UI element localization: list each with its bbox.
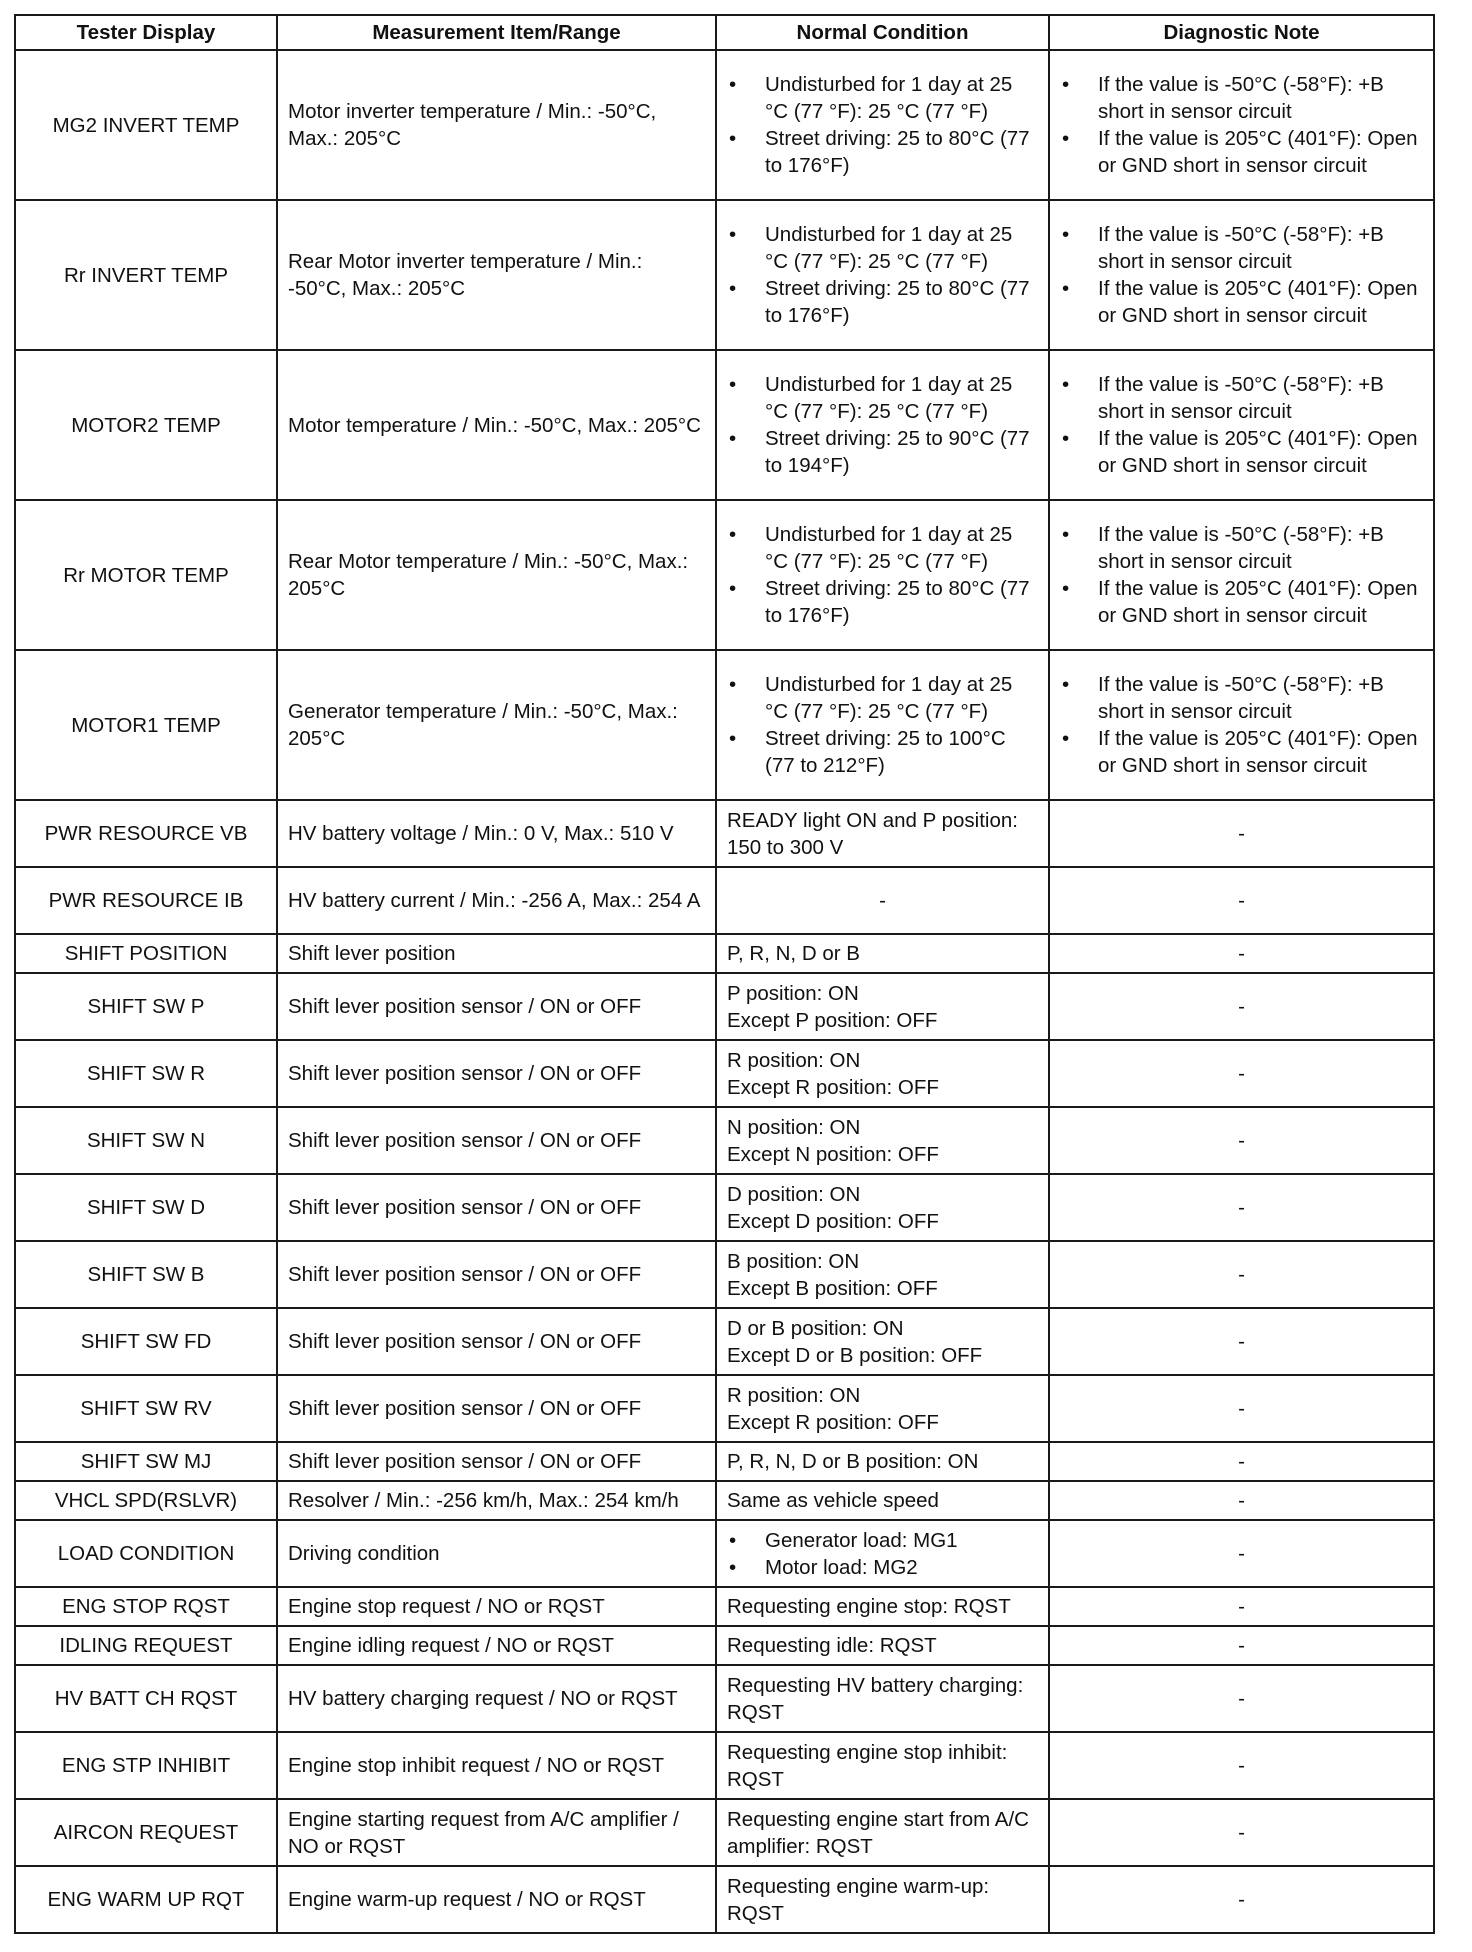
tester-display-cell: MG2 INVERT TEMP — [15, 50, 277, 200]
diagnostic-note-cell: - — [1049, 1375, 1434, 1442]
bullet-item: • If the value is 205°C (401°F): Open or GND short in sensor circuit — [1060, 725, 1423, 779]
table-row — [15, 1308, 1434, 1375]
bullet-item: • If the value is -50°C (-58°F): +B short in sensor circuit — [1060, 221, 1423, 275]
diagnostic-note-cell: - — [1049, 800, 1434, 867]
table-body — [15, 50, 1434, 1933]
normal-condition-cell — [716, 1442, 1049, 1481]
header-measurement-item: Measurement Item/Range — [277, 15, 716, 50]
header-normal-condition: Normal Condition — [716, 15, 1049, 50]
normal-condition-cell — [716, 1587, 1049, 1626]
diagnostic-note-cell: - — [1049, 1107, 1434, 1174]
normal-condition-cell — [716, 1107, 1049, 1174]
tester-display-cell: SHIFT SW D — [15, 1174, 277, 1241]
measurement-cell: Generator temperature / Min.: -50°C, Max.: 205°C — [277, 650, 716, 800]
normal-condition-cell — [716, 1308, 1049, 1375]
normal-condition-line: D or B position: ON — [727, 1316, 904, 1340]
tester-display-cell: SHIFT SW FD — [15, 1308, 277, 1375]
normal-condition-line: READY light ON and P position: 150 to 300 V — [727, 808, 1018, 859]
table-row — [15, 867, 1434, 934]
measurement-cell: Engine idling request / NO or RQST — [277, 1626, 716, 1665]
measurement-cell: HV battery charging request / NO or RQST — [277, 1665, 716, 1732]
measurement-cell: HV battery current / Min.: -256 A, Max.: 254 A — [277, 867, 716, 934]
bullet-item: • If the value is -50°C (-58°F): +B short in sensor circuit — [1060, 371, 1423, 425]
table-row — [15, 1866, 1434, 1933]
normal-condition-line: Requesting idle: RQST — [727, 1634, 937, 1657]
tester-display-cell: PWR RESOURCE IB — [15, 867, 277, 934]
measurement-cell: Engine starting request from A/C amplifier / NO or RQST — [277, 1799, 716, 1866]
bullet-item: • If the value is 205°C (401°F): Open or GND short in sensor circuit — [1060, 575, 1423, 629]
diagnostic-note-cell — [1049, 500, 1434, 650]
normal-condition-list — [727, 71, 1038, 179]
bullet-item: • Undisturbed for 1 day at 25 °C (77 °F): 25 °C (77 °F) — [727, 221, 1038, 275]
diagnostic-note-cell: - — [1049, 1626, 1434, 1665]
tester-display-cell: SHIFT SW RV — [15, 1375, 277, 1442]
tester-display-cell: Rr INVERT TEMP — [15, 200, 277, 350]
measurement-cell: Shift lever position sensor / ON or OFF — [277, 1308, 716, 1375]
measurement-cell: HV battery voltage / Min.: 0 V, Max.: 510 V — [277, 800, 716, 867]
normal-condition-cell — [716, 973, 1049, 1040]
measurement-cell: Driving condition — [277, 1520, 716, 1587]
normal-condition-list — [727, 521, 1038, 629]
normal-condition-line: P, R, N, D or B — [727, 942, 860, 965]
normal-condition-cell — [716, 200, 1049, 350]
normal-condition-line: Requesting HV battery charging: RQST — [727, 1673, 1024, 1724]
normal-condition-line: Requesting engine stop: RQST — [727, 1595, 1011, 1618]
normal-condition-cell — [716, 1040, 1049, 1107]
diagnostic-note-cell — [1049, 50, 1434, 200]
table-row — [15, 800, 1434, 867]
table-row — [15, 500, 1434, 650]
tester-display-cell: SHIFT SW MJ — [15, 1442, 277, 1481]
diagnostic-note-cell: - — [1049, 1308, 1434, 1375]
normal-condition-cell — [716, 934, 1049, 973]
header-tester-display: Tester Display — [15, 15, 277, 50]
table-row — [15, 1241, 1434, 1308]
bullet-item: • If the value is -50°C (-58°F): +B short in sensor circuit — [1060, 521, 1423, 575]
table-row — [15, 1520, 1434, 1587]
tester-display-cell: SHIFT SW R — [15, 1040, 277, 1107]
table-row — [15, 1375, 1434, 1442]
measurement-cell: Shift lever position sensor / ON or OFF — [277, 1241, 716, 1308]
table-row — [15, 50, 1434, 200]
bullet-item: • Street driving: 25 to 90°C (77 to 194°F) — [727, 425, 1038, 479]
measurement-cell: Shift lever position sensor / ON or OFF — [277, 1107, 716, 1174]
table-row — [15, 1626, 1434, 1665]
tester-display-cell: HV BATT CH RQST — [15, 1665, 277, 1732]
diagnostic-note-cell: - — [1049, 1866, 1434, 1933]
measurement-cell: Engine stop request / NO or RQST — [277, 1587, 716, 1626]
tester-display-cell: ENG WARM UP RQT — [15, 1866, 277, 1933]
data-list-table — [14, 14, 1435, 1934]
normal-condition-cell — [716, 1799, 1049, 1866]
normal-condition-line: Except R position: OFF — [727, 1410, 939, 1434]
diagnostic-note-list — [1060, 521, 1423, 629]
diagnostic-note-cell: - — [1049, 867, 1434, 934]
diagnostic-note-cell: - — [1049, 1241, 1434, 1308]
diagnostic-note-cell: - — [1049, 1442, 1434, 1481]
tester-display-cell: VHCL SPD(RSLVR) — [15, 1481, 277, 1520]
normal-condition-list — [727, 221, 1038, 329]
measurement-cell: Rear Motor temperature / Min.: -50°C, Max.: 205°C — [277, 500, 716, 650]
normal-condition-line: P, R, N, D or B position: ON — [727, 1450, 979, 1473]
normal-condition-line: R position: ON — [727, 1048, 861, 1072]
normal-condition-cell: - — [716, 867, 1049, 934]
tester-display-cell: IDLING REQUEST — [15, 1626, 277, 1665]
bullet-item: • Undisturbed for 1 day at 25 °C (77 °F): 25 °C (77 °F) — [727, 71, 1038, 125]
normal-condition-line: Except B position: OFF — [727, 1276, 938, 1300]
measurement-cell: Motor temperature / Min.: -50°C, Max.: 205°C — [277, 350, 716, 500]
tester-display-cell: AIRCON REQUEST — [15, 1799, 277, 1866]
normal-condition-line: Requesting engine stop inhibit: RQST — [727, 1740, 1008, 1791]
diagnostic-note-cell: - — [1049, 1587, 1434, 1626]
diagnostic-note-cell: - — [1049, 1040, 1434, 1107]
measurement-cell: Shift lever position sensor / ON or OFF — [277, 1442, 716, 1481]
normal-condition-cell — [716, 1732, 1049, 1799]
diagnostic-note-cell: - — [1049, 1665, 1434, 1732]
normal-condition-line: R position: ON — [727, 1383, 861, 1407]
table-row — [15, 1799, 1434, 1866]
normal-condition-cell — [716, 1665, 1049, 1732]
table-row — [15, 1174, 1434, 1241]
measurement-cell: Rear Motor inverter temperature / Min.: -50°C, Max.: 205°C — [277, 200, 716, 350]
bullet-item: • Undisturbed for 1 day at 25 °C (77 °F): 25 °C (77 °F) — [727, 371, 1038, 425]
normal-condition-cell — [716, 500, 1049, 650]
diagnostic-note-list — [1060, 71, 1423, 179]
table-row — [15, 973, 1434, 1040]
header-diagnostic-note: Diagnostic Note — [1049, 15, 1434, 50]
diagnostic-note-cell — [1049, 350, 1434, 500]
normal-condition-cell — [716, 1626, 1049, 1665]
table-row — [15, 350, 1434, 500]
diagnostic-note-cell: - — [1049, 1174, 1434, 1241]
normal-condition-line: P position: ON — [727, 981, 859, 1005]
bullet-item: • Street driving: 25 to 80°C (77 to 176°F) — [727, 275, 1038, 329]
normal-condition-cell — [716, 1866, 1049, 1933]
tester-display-cell: ENG STOP RQST — [15, 1587, 277, 1626]
tester-display-cell: Rr MOTOR TEMP — [15, 500, 277, 650]
table-row — [15, 1442, 1434, 1481]
tester-display-cell: MOTOR1 TEMP — [15, 650, 277, 800]
table-row — [15, 200, 1434, 350]
measurement-cell: Shift lever position sensor / ON or OFF — [277, 1174, 716, 1241]
table-row — [15, 1665, 1434, 1732]
normal-condition-line: Except D or B position: OFF — [727, 1343, 983, 1367]
measurement-cell: Shift lever position sensor / ON or OFF — [277, 1375, 716, 1442]
measurement-cell: Shift lever position sensor / ON or OFF — [277, 1040, 716, 1107]
normal-condition-line: Same as vehicle speed — [727, 1489, 939, 1512]
measurement-cell: Shift lever position sensor / ON or OFF — [277, 973, 716, 1040]
normal-condition-line: Except N position: OFF — [727, 1142, 939, 1166]
bullet-item: • Motor load: MG2 — [727, 1554, 1038, 1581]
table-row — [15, 1732, 1434, 1799]
tester-display-cell: SHIFT POSITION — [15, 934, 277, 973]
table-row — [15, 1587, 1434, 1626]
bullet-item: • If the value is -50°C (-58°F): +B short in sensor circuit — [1060, 671, 1423, 725]
tester-display-cell: LOAD CONDITION — [15, 1520, 277, 1587]
measurement-cell: Engine warm-up request / NO or RQST — [277, 1866, 716, 1933]
table-row — [15, 934, 1434, 973]
bullet-item: • Undisturbed for 1 day at 25 °C (77 °F): 25 °C (77 °F) — [727, 671, 1038, 725]
diagnostic-note-list — [1060, 671, 1423, 779]
normal-condition-cell — [716, 1375, 1049, 1442]
tester-display-cell: SHIFT SW P — [15, 973, 277, 1040]
measurement-cell: Engine stop inhibit request / NO or RQST — [277, 1732, 716, 1799]
diagnostic-note-cell: - — [1049, 973, 1434, 1040]
normal-condition-line: Except R position: OFF — [727, 1075, 939, 1099]
diagnostic-note-cell: - — [1049, 1481, 1434, 1520]
bullet-item: • If the value is -50°C (-58°F): +B short in sensor circuit — [1060, 71, 1423, 125]
tester-display-cell: ENG STP INHIBIT — [15, 1732, 277, 1799]
bullet-item: • Undisturbed for 1 day at 25 °C (77 °F): 25 °C (77 °F) — [727, 521, 1038, 575]
normal-condition-line: Except D position: OFF — [727, 1209, 939, 1233]
diagnostic-note-list — [1060, 221, 1423, 329]
normal-condition-cell — [716, 50, 1049, 200]
diagnostic-note-cell: - — [1049, 1732, 1434, 1799]
measurement-cell: Shift lever position — [277, 934, 716, 973]
normal-condition-line: Requesting engine warm-up: RQST — [727, 1874, 990, 1925]
normal-condition-line: Requesting engine start from A/C amplifier: RQST — [727, 1807, 1029, 1858]
normal-condition-list — [727, 671, 1038, 779]
bullet-item: • Generator load: MG1 — [727, 1527, 1038, 1554]
measurement-cell: Resolver / Min.: -256 km/h, Max.: 254 km/h — [277, 1481, 716, 1520]
table-row — [15, 1107, 1434, 1174]
bullet-item: • If the value is 205°C (401°F): Open or GND short in sensor circuit — [1060, 275, 1423, 329]
bullet-item: • Street driving: 25 to 80°C (77 to 176°F) — [727, 575, 1038, 629]
diagnostic-note-cell: - — [1049, 934, 1434, 973]
normal-condition-line: B position: ON — [727, 1249, 860, 1273]
diagnostic-note-cell — [1049, 650, 1434, 800]
bullet-item: • If the value is 205°C (401°F): Open or GND short in sensor circuit — [1060, 125, 1423, 179]
diagnostic-note-cell: - — [1049, 1799, 1434, 1866]
normal-condition-line: N position: ON — [727, 1115, 861, 1139]
tester-display-cell: SHIFT SW B — [15, 1241, 277, 1308]
normal-condition-cell — [716, 1481, 1049, 1520]
normal-condition-cell — [716, 350, 1049, 500]
table-row — [15, 1481, 1434, 1520]
normal-condition-line: Except P position: OFF — [727, 1008, 938, 1032]
normal-condition-cell — [716, 800, 1049, 867]
normal-condition-cell — [716, 1520, 1049, 1587]
tester-display-cell: PWR RESOURCE VB — [15, 800, 277, 867]
diagnostic-note-cell: - — [1049, 1520, 1434, 1587]
tester-display-cell: MOTOR2 TEMP — [15, 350, 277, 500]
normal-condition-cell — [716, 1174, 1049, 1241]
tester-display-cell: SHIFT SW N — [15, 1107, 277, 1174]
header-row — [15, 15, 1434, 50]
normal-condition-line: D position: ON — [727, 1182, 861, 1206]
bullet-item: • If the value is 205°C (401°F): Open or GND short in sensor circuit — [1060, 425, 1423, 479]
diagnostic-note-cell — [1049, 200, 1434, 350]
bullet-item: • Street driving: 25 to 80°C (77 to 176°F) — [727, 125, 1038, 179]
normal-condition-cell — [716, 1241, 1049, 1308]
normal-condition-cell — [716, 650, 1049, 800]
diagnostic-note-list — [1060, 371, 1423, 479]
normal-condition-list — [727, 371, 1038, 479]
bullet-item: • Street driving: 25 to 100°C (77 to 212°F) — [727, 725, 1038, 779]
table-row — [15, 650, 1434, 800]
table-row — [15, 1040, 1434, 1107]
measurement-cell: Motor inverter temperature / Min.: -50°C, Max.: 205°C — [277, 50, 716, 200]
normal-condition-list — [727, 1527, 1038, 1581]
